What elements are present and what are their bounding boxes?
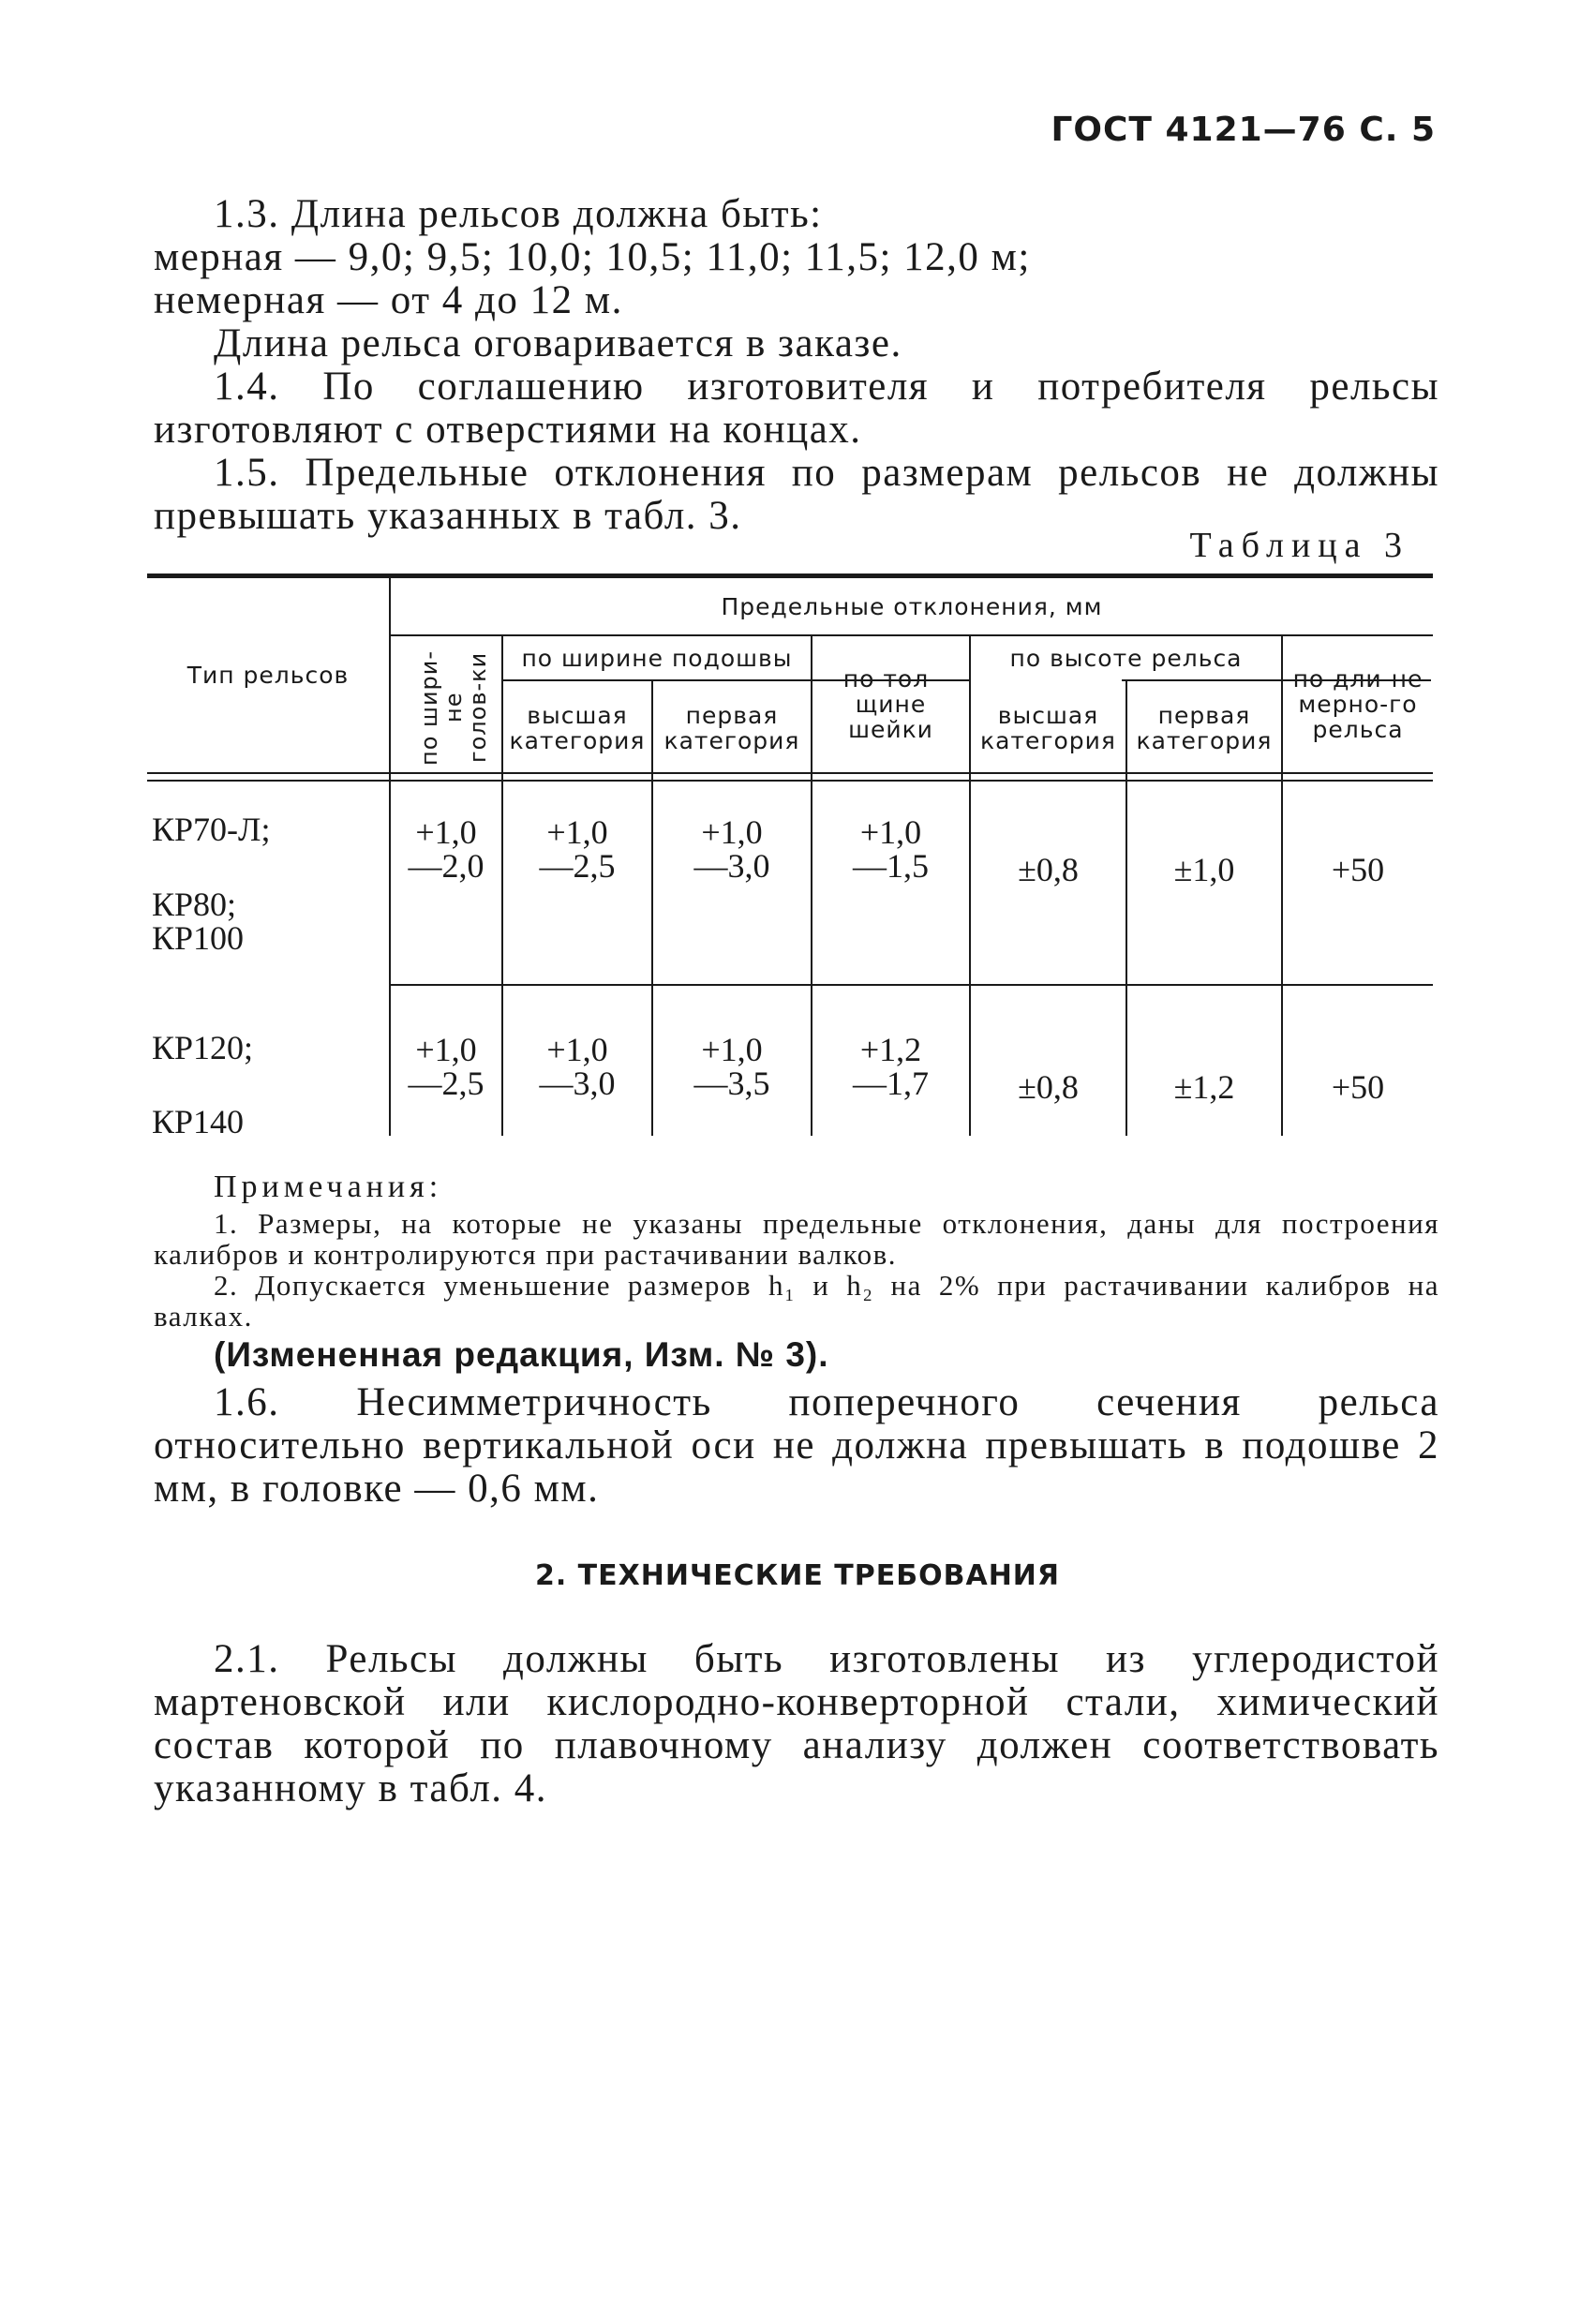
row-1-web: +1,0 —1,5 [853,813,929,885]
row-2-name-b: КР140 [152,1103,245,1140]
para-1-6: 1.6. Несимметричность поперечного сечения рельса относительно вертикальной оси не должна превышать в подошве 2 мм, в головке — 0,6 мм. [154,1380,1439,1511]
para-1-3-line2: немерная — от 4 до 12 м. [154,278,623,322]
col-type-header: Тип рельсов [186,662,350,689]
row-2-name-a: КР120; [152,1029,254,1066]
row-1-name-b: КР80; [152,886,237,923]
row-2-sole-high: +1,0 —3,0 [539,1031,616,1102]
para-1-5: 1.5. Предельные отклонения по размерам рельсов не должны превышать указанных в табл. 3. [154,451,1439,538]
para-1-3-head: 1.3. Длина рельсов должна быть: [214,192,823,236]
group-height-header: по высоте рельса [1009,644,1243,672]
row-2-length: +50 [1331,1068,1385,1106]
col-height-high-header: высшая категория [980,702,1116,754]
table-3 [147,574,1433,1140]
row-1-name-a: КР70-Л; [152,811,271,848]
group-main-header: Предельные отклонения, мм [721,592,1103,620]
row-1-head-width: +1,0 —2,0 [408,813,484,885]
section-2-title: 2. ТЕХНИЧЕСКИЕ ТРЕБОВАНИЯ [534,1559,1061,1592]
row-2-sole-first: +1,0 —3,5 [693,1031,770,1102]
para-1-4: 1.4. По соглашению изготовителя и потребителя рельсы изготовляют с отверстиями на концах. [154,365,1439,452]
para-1-3-line1: мерная — 9,0; 9,5; 10,0; 10,5; 11,0; 11,5; 12,0 м; [154,235,1031,279]
table-caption: Таблица 3 [1189,526,1409,565]
row-2-height-high: ±0,8 [1018,1068,1079,1106]
row-1-height-high: ±0,8 [1018,851,1079,888]
page-header: ГОСТ 4121—76 С. 5 [1051,111,1436,149]
group-sole-header: по ширине подошвы [521,644,793,672]
col-sole-first-header: первая категория [663,702,800,754]
col-web-header: по тол-щине шейки [842,665,939,743]
row-2-web: +1,2 —1,7 [853,1031,929,1102]
note-1: 1. Размеры, на которые не указаны предельные отклонения, даны для построения калибров и контролируются при растачивании валков. [154,1207,1439,1271]
col-height-first-header: первая категория [1136,702,1273,754]
row-1-length: +50 [1331,851,1385,888]
row-1-sole-first: +1,0 —3,0 [693,813,770,885]
row-2-head-width: +1,0 —2,5 [408,1031,484,1102]
amendment-note: (Измененная редакция, Изм. № 3). [214,1335,829,1374]
col-head-width-header: по шири-не голов-ки [416,649,491,766]
row-1-name-c: КР100 [152,919,245,957]
col-sole-high-header: высшая категория [509,702,646,754]
row-1-height-first: ±1,0 [1173,851,1235,888]
para-2-1: 2.1. Рельсы должны быть изготовлены из углеродистой мартеновской или кислородно-конверторной стали, химический состав которой по плавочному анализу должен соответствовать указанному в табл. 4. [154,1637,1439,1810]
col-length-header: по дли-не мерно-го рельса [1292,665,1424,743]
note-2: 2. Допускается уменьшение размеров h₁ и h₂ на 2% при растачивании калибров на валках. [154,1269,1439,1333]
notes-title: Примечания: [214,1169,443,1204]
row-2-height-first: ±1,2 [1173,1068,1235,1106]
para-1-3-line3: Длина рельса оговаривается в заказе. [214,321,902,365]
row-1-sole-high: +1,0 —2,5 [539,813,616,885]
